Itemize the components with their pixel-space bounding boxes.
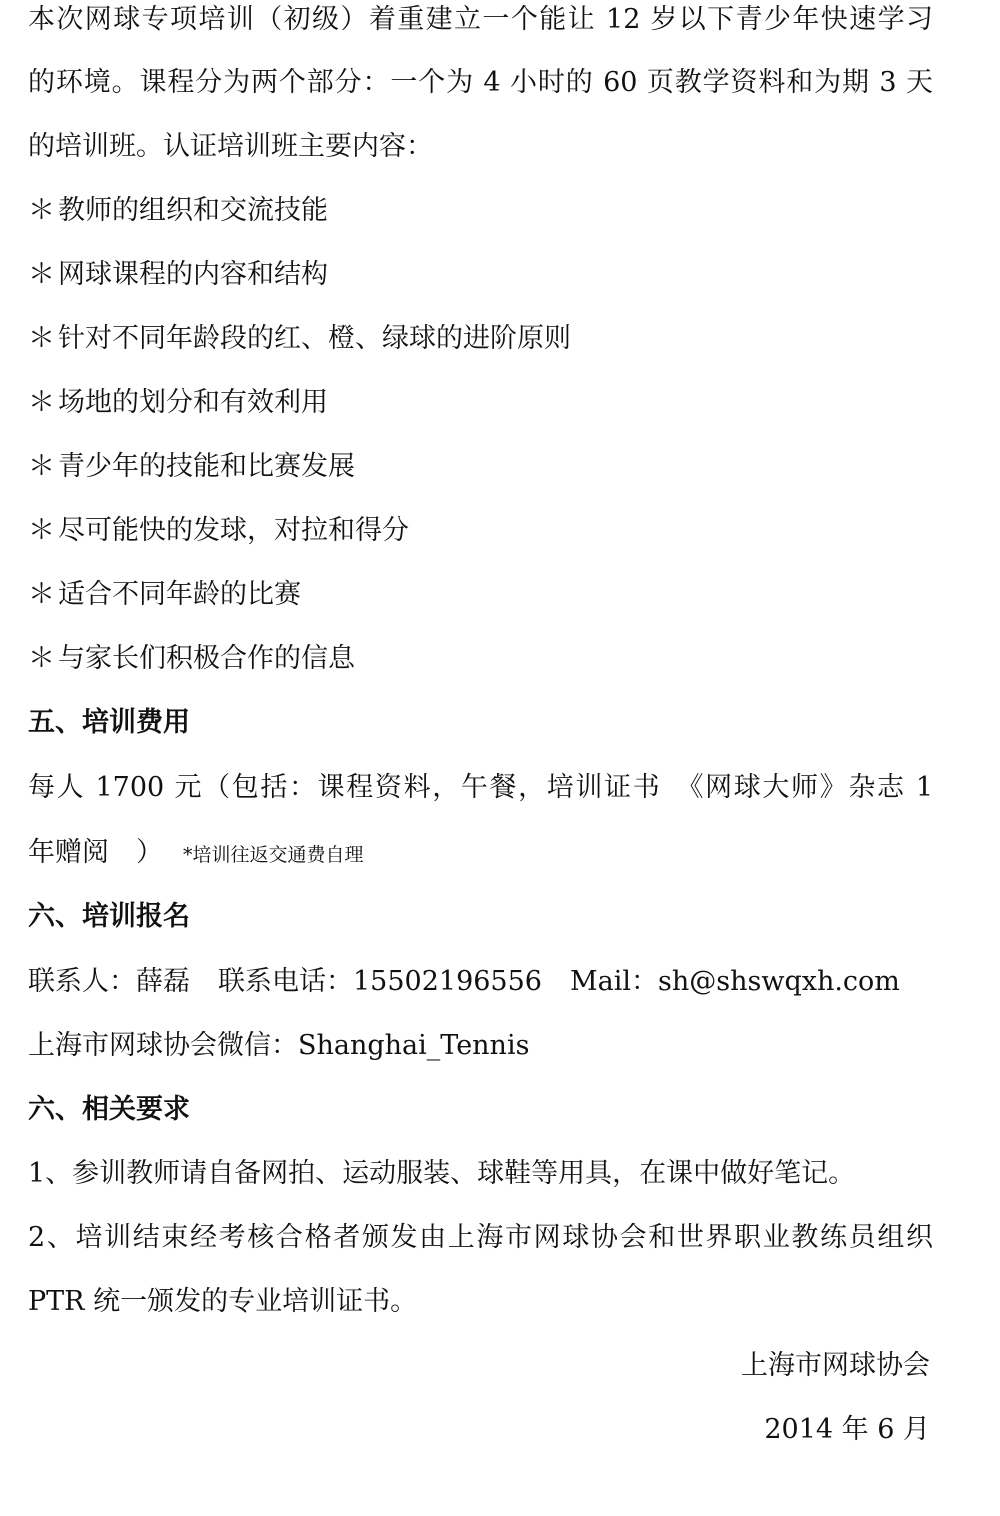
signature-date: 2014 年 6 月 bbox=[764, 1414, 930, 1445]
bullet-star: ＊ bbox=[28, 515, 55, 546]
bullet-star: ＊ bbox=[28, 387, 55, 418]
requirement-item-1: 1、参训教师请自备网拍、运动服装、球鞋等用具，在课中做好笔记。 bbox=[28, 1158, 856, 1189]
requirement-item-2-line-2: PTR 统一颁发的专业培训证书。 bbox=[28, 1286, 418, 1317]
contact-line bbox=[28, 962, 933, 1002]
list-item-text: 尽可能快的发球，对拉和得分 bbox=[58, 515, 409, 546]
requirement-item-2-line-1: 2、培训结束经考核合格者颁发由上海市网球协会和世界职业教练员组织 bbox=[28, 1222, 933, 1253]
signature-org: 上海市网球协会 bbox=[741, 1350, 930, 1381]
list-item-text: 青少年的技能和比赛发展 bbox=[58, 451, 355, 482]
fee-line-2 bbox=[28, 833, 933, 873]
list-item-text: 网球课程的内容和结构 bbox=[58, 259, 328, 290]
fee-line-1: 每人 1700 元（包括：课程资料，午餐，培训证书 《网球大师》杂志 1 bbox=[28, 772, 933, 803]
section-heading-fee: 五、培训费用 bbox=[28, 707, 190, 738]
list-item bbox=[28, 639, 933, 679]
list-item bbox=[28, 575, 933, 615]
bullet-star: ＊ bbox=[28, 451, 55, 482]
intro-line-3: 的培训班。认证培训班主要内容： bbox=[28, 131, 433, 162]
list-item-text: 与家长们积极合作的信息 bbox=[58, 643, 355, 674]
bullet-star: ＊ bbox=[28, 195, 55, 226]
fee-line-2-text: 年赠阅 ） bbox=[28, 837, 163, 868]
list-item-text: 教师的组织和交流技能 bbox=[58, 195, 328, 226]
bullet-star: ＊ bbox=[28, 323, 55, 354]
intro-line-1: 本次网球专项培训（初级）着重建立一个能让 12 岁以下青少年快速学习 bbox=[28, 4, 933, 35]
contact-mail[interactable]: Mail：sh@shswqxh.com bbox=[569, 966, 900, 997]
contact-phone: 联系电话：15502196556 bbox=[218, 966, 542, 997]
bullet-star: ＊ bbox=[28, 579, 55, 610]
intro-line-2: 的环境。课程分为两个部分：一个为 4 小时的 60 页教学资料和为期 3 天 bbox=[28, 67, 933, 98]
list-item bbox=[28, 191, 933, 231]
list-item bbox=[28, 447, 933, 487]
section-heading-requirements: 六、相关要求 bbox=[28, 1094, 190, 1125]
list-item bbox=[28, 255, 933, 295]
list-item bbox=[28, 319, 933, 359]
list-item bbox=[28, 511, 933, 551]
list-item bbox=[28, 383, 933, 423]
contact-person: 联系人：薛磊 bbox=[28, 966, 190, 997]
list-item-text: 适合不同年龄的比赛 bbox=[58, 579, 301, 610]
bullet-star: ＊ bbox=[28, 259, 55, 290]
bullet-star: ＊ bbox=[28, 643, 55, 674]
list-item-text: 场地的划分和有效利用 bbox=[58, 387, 328, 418]
list-item-text: 针对不同年龄段的红、橙、绿球的进阶原则 bbox=[58, 323, 571, 354]
section-heading-signup: 六、培训报名 bbox=[28, 901, 190, 932]
fee-note: *培训往返交通费自理 bbox=[183, 844, 364, 866]
wechat-line: 上海市网球协会微信：Shanghai_Tennis bbox=[28, 1030, 530, 1061]
